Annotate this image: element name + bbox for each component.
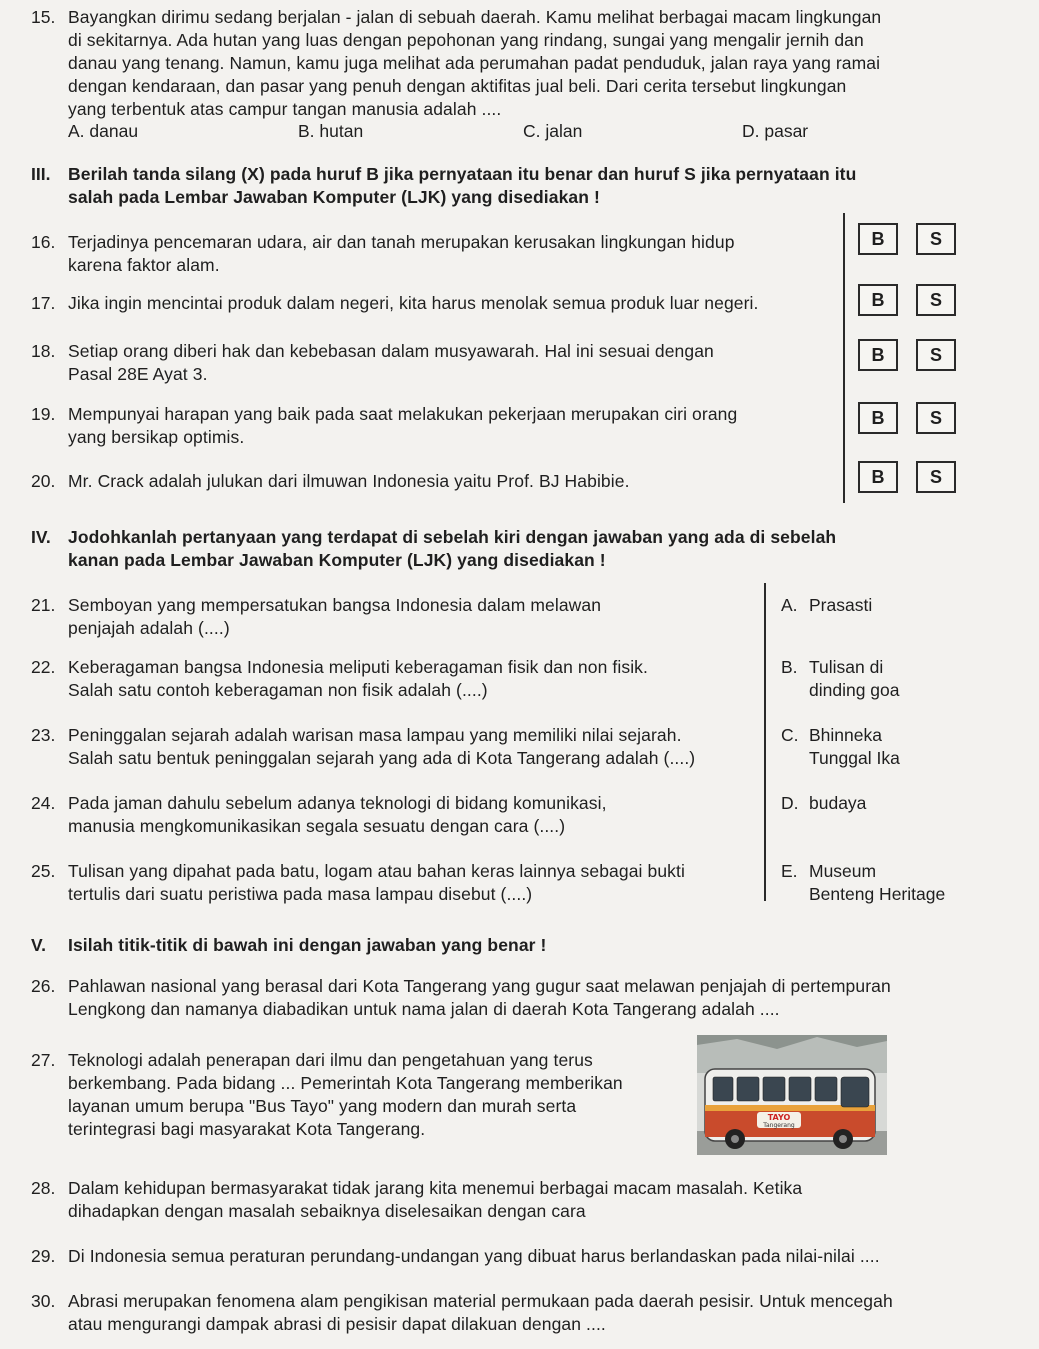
section3-instruction-1: Berilah tanda silang (X) pada huruf B jika pernyataan itu benar dan huruf S jika pernyataan itu xyxy=(68,164,857,184)
q23-line-1: Peninggalan sejarah adalah warisan masa lampau yang memiliki nilai sejarah. xyxy=(68,725,682,745)
bus-logo-text: TAYO xyxy=(767,1113,791,1122)
answer-b-line-1: Tulisan di xyxy=(809,657,884,677)
section4-instruction-2: kanan pada Lembar Jawaban Komputer (LJK) yang disediakan ! xyxy=(68,550,606,570)
q18-line-2: Pasal 28E Ayat 3. xyxy=(68,364,208,384)
q18-number: 18. xyxy=(31,341,56,361)
bus-logo-subtext: Tangerang xyxy=(763,1122,795,1129)
q24-number: 24. xyxy=(31,793,56,813)
section3-roman: III. xyxy=(31,164,51,184)
answer-e-line-1: Museum xyxy=(809,861,877,881)
q19-number: 19. xyxy=(31,404,56,424)
q30-number: 30. xyxy=(31,1291,56,1311)
q27-line-2: berkembang. Pada bidang ... Pemerintah Kota Tangerang memberikan xyxy=(68,1073,623,1093)
section4-instruction-1: Jodohkanlah pertanyaan yang terdapat di sebelah kiri dengan jawaban yang ada di sebelah xyxy=(68,527,837,547)
q16-number: 16. xyxy=(31,232,56,252)
q18-box-s[interactable]: S xyxy=(916,339,956,371)
q29-line-1: Di Indonesia semua peraturan perundang-undangan yang dibuat harus berlandaskan pada nilai-nilai .... xyxy=(68,1246,880,1266)
q25-number: 25. xyxy=(31,861,56,881)
section4-divider xyxy=(764,583,766,901)
q18-box-b[interactable]: B xyxy=(858,339,898,371)
q20-number: 20. xyxy=(31,471,56,491)
q15-option-d[interactable]: D. pasar xyxy=(742,121,809,141)
q26-number: 26. xyxy=(31,976,56,996)
q29-number: 29. xyxy=(31,1246,56,1266)
section5-roman: V. xyxy=(31,935,46,955)
q15-line-2: di sekitarnya. Ada hutan yang luas dengan pepohonan yang rindang, sungai yang mengalir jernih dan xyxy=(68,30,864,50)
q17-line-1: Jika ingin mencintai produk dalam negeri, kita harus menolak semua produk luar negeri. xyxy=(68,293,759,313)
answer-d-letter: D. xyxy=(781,793,799,813)
q19-box-b[interactable]: B xyxy=(858,402,898,434)
q22-number: 22. xyxy=(31,657,56,677)
q27-line-1: Teknologi adalah penerapan dari ilmu dan pengetahuan yang terus xyxy=(68,1050,593,1070)
q21-line-1: Semboyan yang mempersatukan bangsa Indonesia dalam melawan xyxy=(68,595,602,615)
answer-c-line-2: Tunggal Ika xyxy=(809,748,900,768)
q28-number: 28. xyxy=(31,1178,56,1198)
section3-divider xyxy=(843,213,845,503)
answer-d-line-1: budaya xyxy=(809,793,867,813)
q26-line-1: Pahlawan nasional yang berasal dari Kota Tangerang yang gugur saat melawan penjajah di pertempuran xyxy=(68,976,891,996)
answer-b-letter: B. xyxy=(781,657,798,677)
answer-a-line-1: Prasasti xyxy=(809,595,873,615)
q19-line-1: Mempunyai harapan yang baik pada saat melakukan pekerjaan merupakan ciri orang xyxy=(68,404,738,424)
q24-line-2: manusia mengkomunikasikan segala sesuatu dengan cara (....) xyxy=(68,816,566,836)
q19-box-s[interactable]: S xyxy=(916,402,956,434)
q22-line-2: Salah satu contoh keberagaman non fisik adalah (....) xyxy=(68,680,488,700)
q15-number: 15. xyxy=(31,7,56,27)
q24-line-1: Pada jaman dahulu sebelum adanya teknologi di bidang komunikasi, xyxy=(68,793,607,813)
answer-b-line-2: dinding goa xyxy=(809,680,900,700)
bus-tayo-photo xyxy=(697,1035,887,1155)
q15-option-c[interactable]: C. jalan xyxy=(523,121,583,141)
answer-e-line-2: Benteng Heritage xyxy=(809,884,946,904)
q28-line-2: dihadapkan dengan masalah sebaiknya diselesaikan dengan cara xyxy=(68,1201,586,1221)
section3-instruction-2: salah pada Lembar Jawaban Komputer (LJK) yang disediakan ! xyxy=(68,187,600,207)
q25-line-2: tertulis dari suatu peristiwa pada masa lampau disebut (....) xyxy=(68,884,533,904)
q15-line-1: Bayangkan dirimu sedang berjalan - jalan di sebuah daerah. Kamu melihat berbagai macam lingkungan xyxy=(68,7,882,27)
q27-line-3: layanan umum berupa "Bus Tayo" yang modern dan murah serta xyxy=(68,1096,577,1116)
q15-line-5: yang terbentuk atas campur tangan manusia adalah .... xyxy=(68,99,502,119)
q21-line-2: penjajah adalah (....) xyxy=(68,618,230,638)
q16-box-s[interactable]: S xyxy=(916,223,956,255)
q23-line-2: Salah satu bentuk peninggalan sejarah yang ada di Kota Tangerang adalah (....) xyxy=(68,748,696,768)
q17-box-s[interactable]: S xyxy=(916,284,956,316)
q30-line-2: atau mengurangi dampak abrasi di pesisir dapat dilakuan dengan .... xyxy=(68,1314,606,1334)
q26-line-2: Lengkong dan namanya diabadikan untuk nama jalan di daerah Kota Tangerang adalah .... xyxy=(68,999,780,1019)
q27-number: 27. xyxy=(31,1050,56,1070)
q22-line-1: Keberagaman bangsa Indonesia meliputi keberagaman fisik dan non fisik. xyxy=(68,657,648,677)
q17-box-b[interactable]: B xyxy=(858,284,898,316)
answer-c-line-1: Bhinneka xyxy=(809,725,882,745)
q20-line-1: Mr. Crack adalah julukan dari ilmuwan Indonesia yaitu Prof. BJ Habibie. xyxy=(68,471,630,491)
q15-line-3: danau yang tenang. Namun, kamu juga melihat ada perumahan padat penduduk, jalan raya yang ramai xyxy=(68,53,881,73)
answer-c-letter: C. xyxy=(781,725,799,745)
q20-box-b[interactable]: B xyxy=(858,461,898,493)
answer-a-letter: A. xyxy=(781,595,798,615)
q17-number: 17. xyxy=(31,293,56,313)
q15-option-a[interactable]: A. danau xyxy=(68,121,139,141)
answer-e-letter: E. xyxy=(781,861,798,881)
q23-number: 23. xyxy=(31,725,56,745)
section5-title: Isilah titik-titik di bawah ini dengan jawaban yang benar ! xyxy=(68,935,547,955)
q15-line-4: dengan kendaraan, dan pasar yang penuh dengan aktifitas jual beli. Dari cerita tersebut lingkungan xyxy=(68,76,847,96)
q19-line-2: yang bersikap optimis. xyxy=(68,427,245,447)
q15-option-b[interactable]: B. hutan xyxy=(298,121,364,141)
q28-line-1: Dalam kehidupan bermasyarakat tidak jarang kita menemui berbagai macam masalah. Ketika xyxy=(68,1178,803,1198)
q20-box-s[interactable]: S xyxy=(916,461,956,493)
q18-line-1: Setiap orang diberi hak dan kebebasan dalam musyawarah. Hal ini sesuai dengan xyxy=(68,341,714,361)
section4-roman: IV. xyxy=(31,527,51,547)
q16-line-1: Terjadinya pencemaran udara, air dan tanah merupakan kerusakan lingkungan hidup xyxy=(68,232,735,252)
q30-line-1: Abrasi merupakan fenomena alam pengikisan material permukaan pada daerah pesisir. Untuk mencegah xyxy=(68,1291,893,1311)
q16-box-b[interactable]: B xyxy=(858,223,898,255)
q25-line-1: Tulisan yang dipahat pada batu, logam atau bahan keras lainnya sebagai bukti xyxy=(68,861,685,881)
q16-line-2: karena faktor alam. xyxy=(68,255,220,275)
bus-tayo-illustration xyxy=(697,1035,887,1155)
q21-number: 21. xyxy=(31,595,56,615)
q27-line-4: terintegrasi bagi masyarakat Kota Tangerang. xyxy=(68,1119,426,1139)
